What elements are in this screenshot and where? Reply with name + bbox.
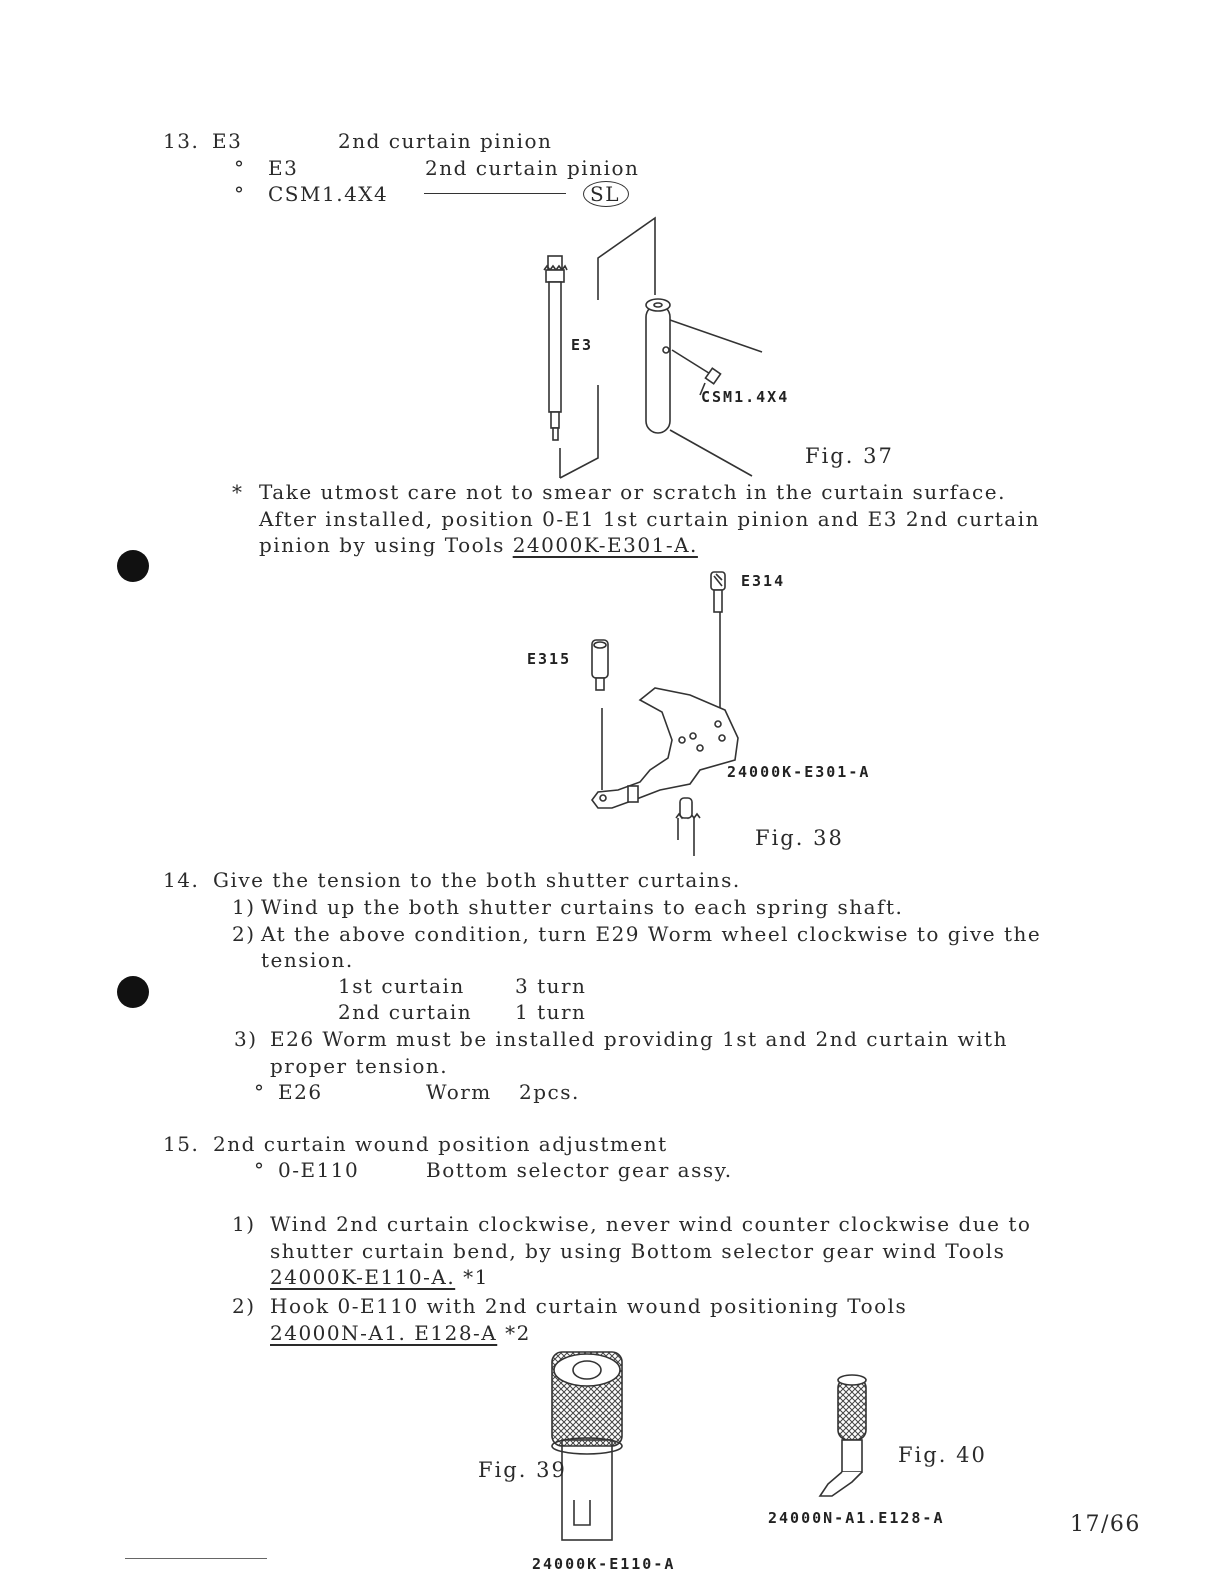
note-line3-text: pinion by using Tools — [259, 533, 505, 557]
step13-number: 13. — [163, 129, 200, 153]
fig40-caption: Fig. 40 — [898, 1443, 987, 1467]
step14-title: Give the tension to the both shutter curtains. — [213, 868, 741, 892]
bullet-icon: ° — [254, 1158, 266, 1182]
fig38-label-tool: 24000K-E301-A — [727, 763, 871, 781]
step14-s2-text1: At the above condition, turn E29 Worm wheel clockwise to give the — [261, 922, 1042, 946]
bullet-icon: ° — [234, 182, 246, 206]
step15-s2-number: 2) — [232, 1294, 256, 1318]
fig37-label-screw: CSM1.4X4 — [701, 388, 790, 406]
fig39-caption: Fig. 39 — [478, 1458, 567, 1482]
step14-s2-text2: tension. — [261, 948, 354, 972]
fig37-caption: Fig. 37 — [805, 444, 894, 468]
step13-code: E3 — [212, 129, 243, 153]
tool-ref-e110: 24000K-E110-A. — [270, 1265, 456, 1289]
bullet-icon: ° — [234, 156, 246, 180]
step15-title: 2nd curtain wound position adjustment — [213, 1132, 668, 1156]
step14-s1-text: Wind up the both shutter curtains to each spring shaft. — [261, 895, 904, 919]
step14-s3-number: 3) — [234, 1027, 258, 1051]
turn-row-curtain: 1st curtain — [338, 974, 465, 998]
ref-mark-2: *2 — [505, 1321, 531, 1345]
tool-ref-e301: 24000K-E301-A. — [512, 533, 698, 557]
tool-ref-e128: 24000N-A1. E128-A — [270, 1321, 498, 1345]
turn-row-curtain: 2nd curtain — [338, 1000, 473, 1024]
sl-mark-label: SL — [590, 182, 620, 206]
turn-row-value: 1 turn — [515, 1000, 587, 1024]
fig38-label-e315: E315 — [527, 650, 572, 668]
step13-bullet2-code: CSM1.4X4 — [268, 182, 389, 206]
footer-rule — [125, 1558, 267, 1559]
step15-number: 15. — [163, 1132, 200, 1156]
step14-s2-number: 2) — [232, 922, 256, 946]
step13-title: 2nd curtain pinion — [338, 129, 553, 153]
step15-bullet-code: 0-E110 — [278, 1158, 360, 1182]
step14-s1-number: 1) — [232, 895, 256, 919]
fig38-label-e314: E314 — [741, 572, 786, 590]
fig37-label-e3: E3 — [571, 336, 594, 354]
step15-bullet-name: Bottom selector gear assy. — [426, 1158, 733, 1182]
fig38-caption: Fig. 38 — [755, 826, 844, 850]
step14-number: 14. — [163, 868, 200, 892]
step15-s1-number: 1) — [232, 1212, 256, 1236]
fig39-label: 24000K-E110-A — [532, 1555, 676, 1573]
step13-bullet1-code: E3 — [268, 156, 299, 180]
fig40-label: 24000N-A1.E128-A — [768, 1509, 945, 1527]
ref-mark-1: *1 — [463, 1265, 489, 1289]
step14-bullet-code: E26 — [278, 1080, 323, 1104]
note-star: * — [232, 480, 244, 504]
step15-s1-text1: Wind 2nd curtain clockwise, never wind counter clockwise due to — [270, 1212, 1032, 1236]
step15-s2-text1: Hook 0-E110 with 2nd curtain wound positioning Tools — [270, 1294, 908, 1318]
step14-s3-text1: E26 Worm must be installed providing 1st and 2nd curtain with — [270, 1027, 1008, 1051]
step14-bullet-qty: 2pcs. — [519, 1080, 580, 1104]
step14-bullet-name: Worm — [426, 1080, 492, 1104]
turn-row-value: 3 turn — [515, 974, 587, 998]
note-line2: After installed, position 0-E1 1st curtain pinion and E3 2nd curtain — [259, 507, 1040, 531]
bullet-icon: ° — [254, 1080, 266, 1104]
step15-s1-text2: shutter curtain bend, by using Bottom selector gear wind Tools — [270, 1239, 1006, 1263]
page-number: 17/66 — [1070, 1512, 1141, 1537]
step13-bullet1-name: 2nd curtain pinion — [425, 156, 640, 180]
note-line1: Take utmost care not to smear or scratch in the curtain surface. — [259, 480, 1006, 504]
step14-s3-text2: proper tension. — [270, 1054, 449, 1078]
